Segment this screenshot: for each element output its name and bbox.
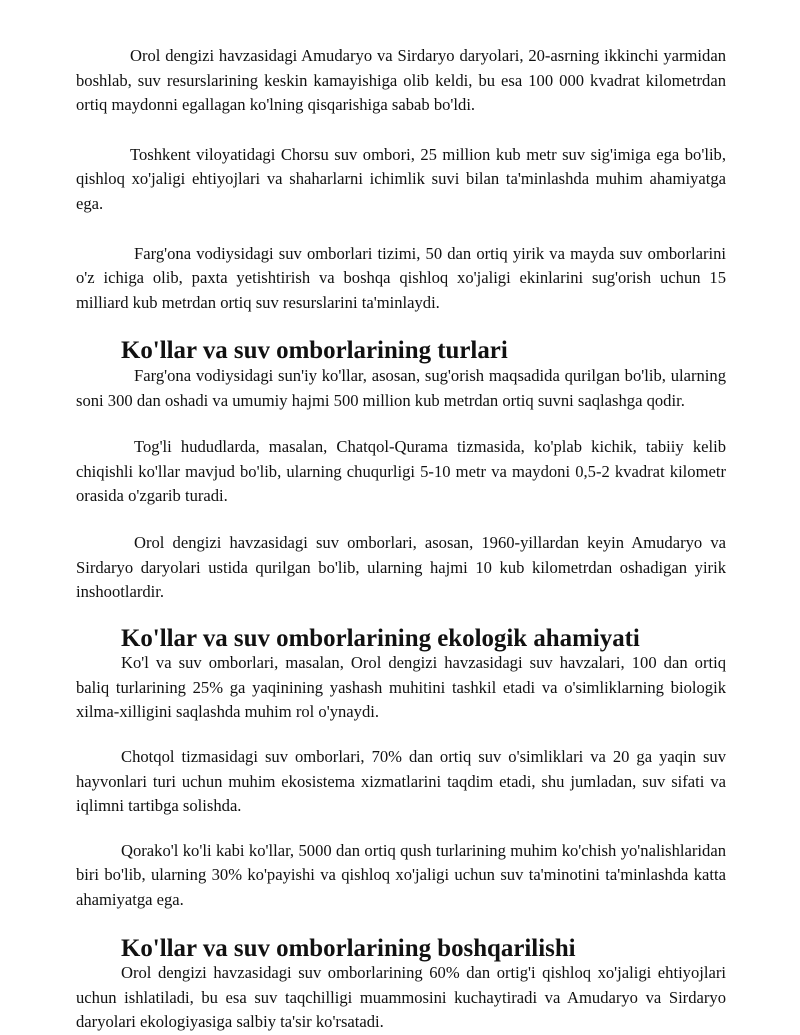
section-heading-ecological: Ko'llar va suv omborlarining ekologik ahamiyati [121,624,640,652]
paragraph: Orol dengizi havzasidagi suv omborlarining 60% dan ortig'i qishloq xo'jaligi ehtiyojlari uchun ishlatiladi, bu esa suv taqchilligi muammosini kuchaytiradi va Amudaryo va Sirdaryo daryolari ekologiyasiga salbiy ta'sir ko'rsatadi. [76,963,726,1032]
paragraph: Chotqol tizmasidagi suv omborlari, 70% dan ortiq suv o'simliklari va 20 ga yaqin suv hayvonlari turi uchun muhim ekosistema xizmatlarini taqdim etadi, shu jumladan, suv sifati va iqlimni tartibga solishda. [76,747,726,816]
paragraph: Orol dengizi havzasidagi Amudaryo va Sirdaryo daryolari, 20-asrning ikkinchi yarmidan boshlab, suv resurslarining keskin kamayishiga olib keldi, bu esa 100 000 kvadrat kilometrdan ortiq maydonni egallagan ko'lning qisqarishiga sabab bo'ldi. [76,46,726,115]
section-heading-types: Ko'llar va suv omborlarining turlari [121,337,508,365]
paragraph: Farg'ona vodiysidagi suv omborlari tizimi, 50 dan ortiq yirik va mayda suv omborlarini o'z ichiga olib, paxta yetishtirish va boshqa qishloq xo'jaligi ekinlarini sug'orish uchun 15 milliard kub metrdan ortiq suv resurslarini ta'minlaydi. [76,243,726,312]
paragraph: Qorako'l ko'li kabi ko'llar, 5000 dan ortiq qush turlarining muhim ko'chish yo'nalishlaridan biri bo'lib, ularning 30% ko'payishi va qishloq xo'jaligi uchun suv ta'minotini ta'minlashda katta ahamiyatga ega. [76,840,726,910]
paragraph: Orol dengizi havzasidagi suv omborlari, asosan, 1960-yillardan keyin Amudaryo va Sirdaryo daryolari ustida qurilgan bo'lib, ularning hajmi 10 kub kilometrdan oshadigan yirik inshootlardir. [76,532,726,602]
paragraph: Ko'l va suv omborlari, masalan, Orol dengizi havzasidagi suv havzalari, 100 dan ortiq baliq turlarining 25% ga yaqinining yashash muhitini tashkil etadi va o'simliklarning biologik xilma-xilligini saqlashda muhim rol o'ynaydi. [76,653,726,722]
paragraph: Farg'ona vodiysidagi sun'iy ko'llar, asosan, sug'orish maqsadida qurilgan bo'lib, ularning soni 300 dan oshadi va umumiy hajmi 500 million kub metrdan ortiq suvni saqlashga qodir. [76,365,726,410]
paragraph: Toshkent viloyatidagi Chorsu suv ombori, 25 million kub metr suv sig'imiga ega bo'lib, qishloq xo'jaligi ehtiyojlari va shaharlarni ichimlik suvi bilan ta'minlashda muhim ahamiyatga ega. [76,144,726,213]
paragraph: Tog'li hududlarda, masalan, Chatqol-Qurama tizmasida, ko'plab kichik, tabiiy kelib chiqishli ko'llar mavjud bo'lib, ularning chuqurligi 5-10 metr va maydoni 0,5-2 kvadrat kilometr orasida o'zgarib turadi. [76,437,726,506]
section-heading-management: Ko'llar va suv omborlarining boshqarilishi [121,934,576,962]
